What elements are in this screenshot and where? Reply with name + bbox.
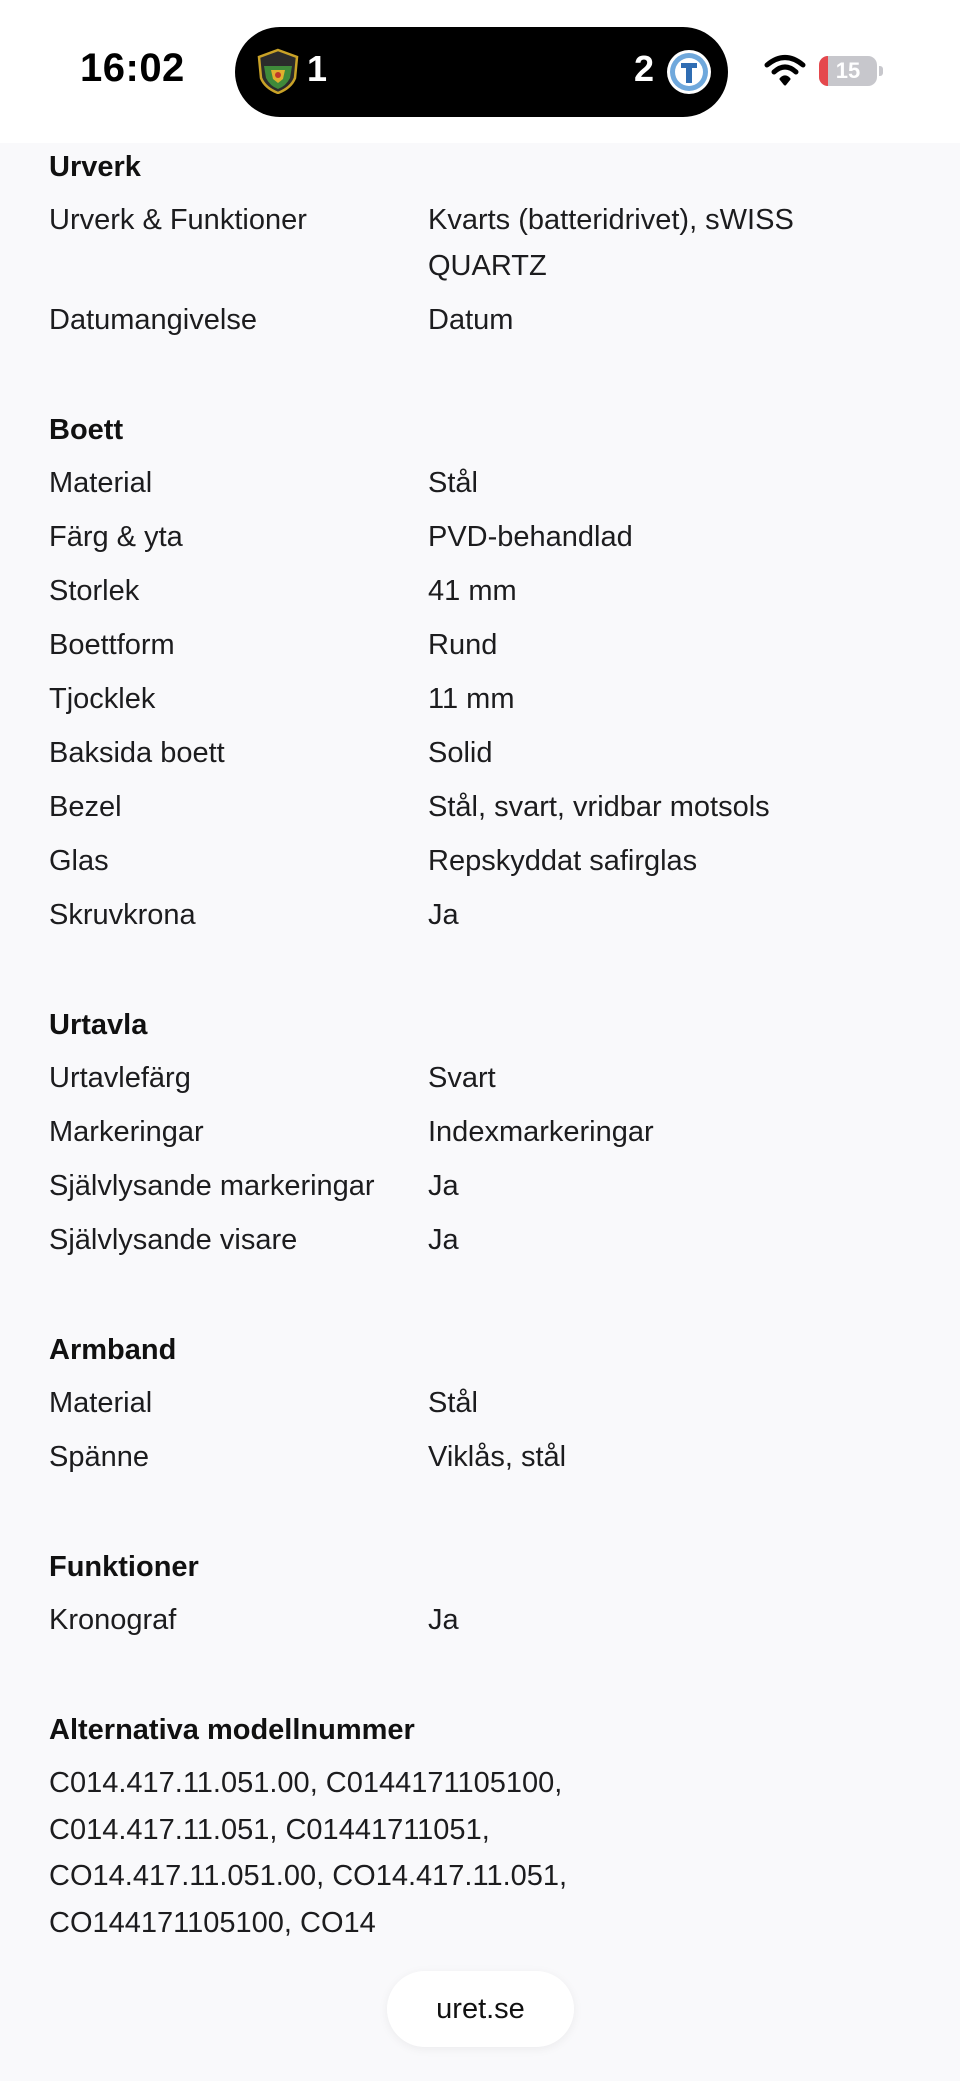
spec-label: Tjocklek [49,683,156,715]
spec-label: Baksida boett [49,737,225,769]
section-title: Alternativa modellnummer [49,1714,415,1746]
spec-value: Datum [428,304,514,336]
dynamic-island-live-score[interactable] [235,27,728,117]
spec-row [49,1163,929,1217]
spec-label: Markeringar [49,1116,204,1148]
status-bar [0,0,960,143]
spec-row [49,1055,929,1109]
battery-icon [819,56,877,86]
spec-label: Urverk & Funktioner [49,204,307,236]
spec-section-alt-models [49,1706,929,1946]
spec-label: Datumangivelse [49,304,257,336]
spec-value: 11 mm [428,683,515,715]
spec-row [49,1434,929,1488]
spec-label: Material [49,1387,153,1419]
section-title: Urtavla [49,1009,148,1041]
spec-row [49,568,929,622]
spec-value: Stål [428,1387,478,1419]
spec-row [49,197,929,297]
wifi-icon [764,54,806,86]
battery-tip [879,66,883,76]
spec-label: Självlysande markeringar [49,1170,375,1202]
spec-value: Indexmarkeringar [428,1116,654,1148]
home-score: 1 [307,48,328,89]
section-title: Boett [49,414,124,446]
spec-value: Kvarts (batteridrivet), sWISS QUARTZ [428,204,794,282]
spec-value: PVD-behandlad [428,521,633,553]
spec-label: Spänne [49,1441,149,1473]
spec-label: Boettform [49,629,175,661]
spec-value: Repskyddat safirglas [428,845,698,877]
spec-value: Ja [428,899,459,931]
away-score: 2 [633,48,654,89]
spec-row [49,514,929,568]
section-title: Armband [49,1334,177,1366]
spec-label: Storlek [49,575,140,607]
spec-row [49,1380,929,1434]
spec-row [49,460,929,514]
spec-label: Skruvkrona [49,899,196,931]
spec-value: Ja [428,1224,459,1256]
spec-value: Stål, svart, vridbar motsols [428,791,770,823]
alt-model-numbers: C014.417.11.051.00, C0144171105100, C014.417.11.051, C01441711051, CO14.417.11.051.00, CO14.417.11.051, CO144171105100, CO14 [49,1767,568,1939]
spec-value: Ja [428,1170,459,1202]
spec-row [49,1109,929,1163]
browser-url-bar[interactable]: uret.se [387,1971,574,2047]
spec-value: 41 mm [428,575,517,607]
section-title: Urverk [49,151,141,183]
spec-value: Stål [428,467,478,499]
spec-row [49,838,929,892]
battery-level: 15 [835,58,861,83]
spec-label: Material [49,467,153,499]
spec-value: Ja [428,1604,459,1636]
product-specifications [49,143,929,1946]
spec-row [49,676,929,730]
spec-label: Urtavlefärg [49,1062,191,1094]
spec-row [49,297,929,351]
spec-label: Självlysande visare [49,1224,298,1256]
spec-row [49,1597,929,1651]
spec-value: Viklås, stål [428,1441,567,1473]
spec-section-urverk [49,143,929,351]
spec-section-urtavla [49,1001,929,1271]
status-time: 16:02 [80,46,185,90]
spec-value: Rund [428,629,498,661]
spec-section-boett [49,406,929,946]
spec-label: Bezel [49,791,122,823]
spec-label: Kronograf [49,1604,177,1636]
section-title: Funktioner [49,1551,199,1583]
spec-label: Färg & yta [49,521,183,553]
spec-row [49,622,929,676]
spec-row [49,730,929,784]
spec-section-funktioner [49,1543,929,1651]
spec-label: Glas [49,845,109,877]
spec-value: Svart [428,1062,496,1094]
spec-row [49,784,929,838]
spec-section-armband [49,1326,929,1488]
away-team-logo-icon [666,49,712,95]
home-team-logo-icon [255,48,301,94]
spec-row [49,1217,929,1271]
spec-value: Solid [428,737,493,769]
spec-row [49,892,929,946]
